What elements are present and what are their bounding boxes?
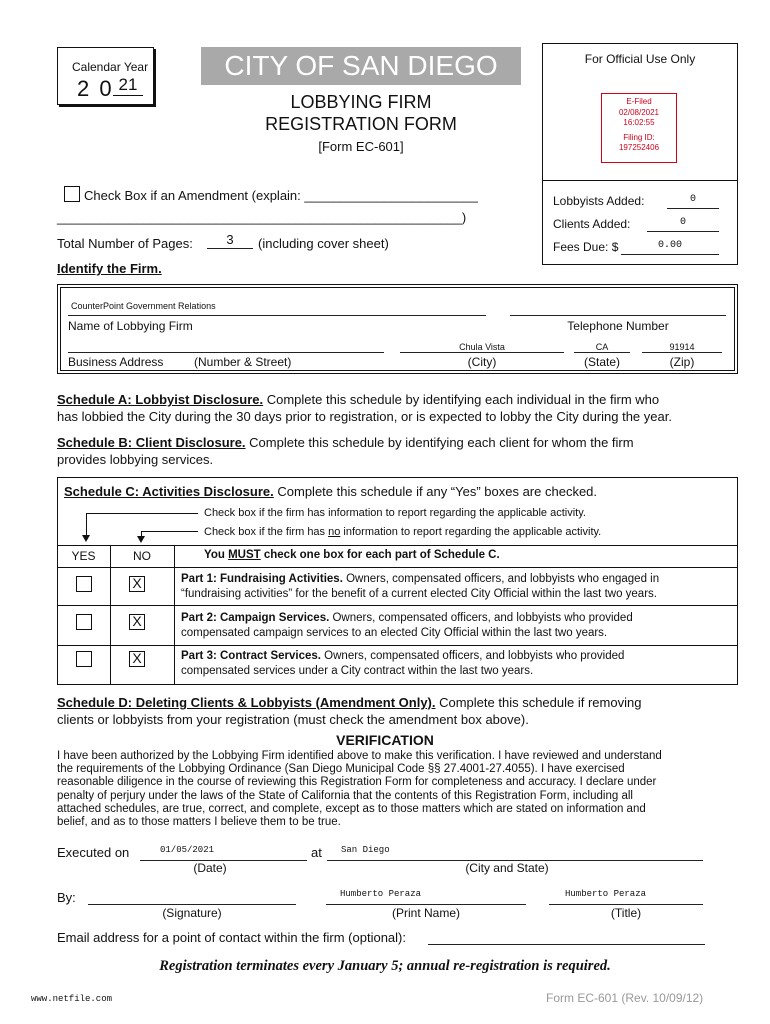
- stamp-line: 02/08/2021: [618, 107, 660, 117]
- fees-due-value: 0.00: [621, 240, 719, 255]
- schedule-b-text-1: Complete this schedule by identifying each client for whom the firm: [245, 435, 634, 450]
- row-divider: [57, 567, 738, 568]
- executed-date-field[interactable]: 01/05/2021: [140, 845, 307, 861]
- total-pages-suffix: (including cover sheet): [258, 236, 389, 251]
- stamp-line: E-Filed: [626, 97, 652, 106]
- identify-firm-box: [57, 284, 738, 374]
- verification-line: I have been authorized by the Lobbying Firm identified above to make this verification. I have reviewed and understand: [57, 750, 662, 762]
- city-value: Chula Vista: [459, 342, 505, 352]
- part-3-line-1: [181, 649, 624, 664]
- form-title-2: REGISTRATION FORM: [265, 114, 457, 134]
- col-divider-yes-no: [110, 545, 111, 685]
- lobbyists-added-label: Lobbyists Added:: [553, 194, 645, 208]
- year-suffix: 21: [113, 75, 143, 96]
- identify-firm-heading: Identify the Firm.: [57, 261, 162, 276]
- part-2-no-checkbox[interactable]: X: [129, 614, 145, 630]
- efiled-stamp: [601, 93, 677, 163]
- part-3-title: Part 3: Contract Services.: [181, 650, 321, 662]
- executed-on-label: Executed on: [57, 845, 130, 860]
- print-name-field[interactable]: Humberto Peraza: [326, 888, 526, 905]
- year-prefix: 2 0: [77, 76, 114, 101]
- row-divider: [57, 605, 738, 606]
- schedule-c-header: [64, 484, 597, 501]
- executed-place-field[interactable]: San Diego: [327, 845, 703, 861]
- verification-text: [57, 750, 662, 829]
- form-revision: Form EC-601 (Rev. 10/09/12): [546, 991, 704, 1005]
- verification-line: belief, and as to those matters I believe them to be true.: [57, 816, 341, 829]
- address-field[interactable]: [68, 337, 384, 353]
- telephone-field[interactable]: [510, 300, 726, 316]
- city-state-label: (City and State): [465, 861, 549, 875]
- yes-arrow-line: [86, 513, 198, 514]
- amendment-checkbox[interactable]: [64, 186, 80, 202]
- verification-line: attached schedules, are true, correct, and complete, except as to those matters which are stated on information and: [57, 802, 646, 815]
- part-1-text: [181, 572, 659, 602]
- part-2-desc-2: compensated campaign services to an elected City Official within the last two years.: [181, 627, 608, 639]
- no-note-no: no: [328, 526, 341, 538]
- zip-label: (Zip): [669, 355, 695, 369]
- part-2-yes-checkbox[interactable]: [76, 614, 92, 630]
- part-3-desc-2: compensated services under a City contract within the last two years.: [181, 665, 534, 677]
- state-label: (State): [583, 355, 620, 369]
- schedule-a-title: Schedule A: Lobbyist Disclosure.: [57, 392, 264, 407]
- date-label: (Date): [193, 861, 227, 875]
- lobbyists-added-value: 0: [667, 194, 719, 209]
- form-code: [Form EC-601]: [318, 139, 404, 154]
- part-1-desc-2: “fundraising activities” for the benefit of a current elected City Official within the last two years.: [181, 588, 657, 600]
- no-arrow-line: [141, 531, 198, 532]
- total-pages-value[interactable]: 3: [207, 232, 253, 249]
- address-sublabel: (Number & Street): [194, 355, 292, 369]
- registration-notice: Registration terminates every January 5; annual re-registration is required.: [159, 958, 611, 974]
- part-2-line-1: [181, 611, 633, 626]
- row-divider: [57, 645, 738, 646]
- zip-value: 91914: [669, 342, 695, 352]
- stamp-line: Filing ID:: [623, 132, 655, 142]
- calendar-year-box: [57, 47, 154, 105]
- no-arrow-head: [137, 536, 145, 543]
- verification-line: reasonable diligence in the course of reviewing this Registration Form for completeness and accuracy. I declare under: [57, 776, 657, 789]
- part-2-title: Part 2: Campaign Services.: [181, 612, 330, 624]
- print-name-label: (Print Name): [391, 906, 460, 920]
- state-field[interactable]: [574, 337, 630, 353]
- part-3-text: [181, 649, 624, 679]
- by-label: By:: [57, 890, 76, 905]
- email-label: Email address for a point of contact within the firm (optional):: [57, 930, 406, 945]
- schedule-d-text-2: clients or lobbyists from your registration (must check the amendment box above).: [57, 712, 529, 727]
- part-1-no-checkbox[interactable]: X: [129, 576, 145, 592]
- must-post: check one box for each part of Schedule C.: [260, 549, 500, 561]
- stamp-line: 16:02:55: [623, 118, 655, 127]
- firm-name-label: Name of Lobbying Firm: [68, 319, 193, 333]
- total-pages-label: Total Number of Pages:: [57, 236, 193, 251]
- part-1-title: Part 1: Fundraising Activities.: [181, 573, 343, 585]
- no-note: [204, 526, 601, 538]
- verification-line: the requirements of the Lobbying Ordinance (San Diego Municipal Code §§ 27.4001-27.4055). I have exercised: [57, 763, 625, 776]
- col-divider-no-text: [174, 545, 175, 685]
- amendment-line-2: ________________________________________________________): [57, 210, 467, 225]
- must-word: MUST: [228, 549, 261, 561]
- at-label: at: [311, 845, 322, 860]
- schedule-d-line-1: [57, 695, 641, 712]
- stamp-divider: [543, 180, 737, 181]
- schedule-a-text-2: has lobbied the City during the 30 days prior to registration, or is expected to lobby the City during the year.: [57, 409, 672, 424]
- must-pre: You: [204, 549, 229, 561]
- no-note-post: information to report regarding the applicable activity.: [340, 526, 602, 538]
- netfile-link[interactable]: www.netfile.com: [31, 994, 113, 1004]
- part-3-no-checkbox[interactable]: X: [129, 651, 145, 667]
- part-2-desc-1: Owners, compensated officers, and lobbyists who provided: [329, 612, 633, 624]
- calendar-year-label: Calendar Year: [72, 60, 149, 74]
- official-use-box: [542, 43, 738, 265]
- part-3-yes-checkbox[interactable]: [76, 651, 92, 667]
- schedule-c-grid-top: [57, 545, 738, 546]
- stamp-line: 197252406: [618, 143, 660, 152]
- part-3-desc-1: Owners, compensated officers, and lobbyists who provided: [320, 650, 625, 662]
- city-field[interactable]: [400, 337, 564, 353]
- must-check-note: [204, 549, 500, 561]
- form-title-1: LOBBYING FIRM: [290, 92, 432, 112]
- zip-field[interactable]: [642, 337, 722, 353]
- firm-name-field[interactable]: [68, 300, 486, 316]
- part-1-desc-1: Owners, compensated officers, and lobbyists who engaged in: [342, 573, 660, 585]
- signature-field[interactable]: [88, 888, 296, 905]
- schedule-b-line-1: [57, 435, 634, 452]
- city-label: (City): [467, 355, 497, 369]
- schedule-b-title: Schedule B: Client Disclosure.: [57, 435, 246, 450]
- clients-added-label: Clients Added:: [553, 217, 631, 231]
- verification-heading: VERIFICATION: [336, 732, 434, 748]
- schedule-a-line-1: [57, 392, 747, 409]
- yes-arrow-stem: [86, 513, 87, 536]
- yes-arrow-head: [82, 535, 90, 542]
- state-value: CA: [595, 342, 609, 352]
- amendment-label: Check Box if an Amendment (explain: ________________________: [84, 188, 478, 203]
- telephone-label: Telephone Number: [567, 319, 669, 333]
- title-field[interactable]: Humberto Peraza: [549, 888, 703, 905]
- signature-label: (Signature): [162, 906, 222, 920]
- schedule-c-text: Complete this schedule if any “Yes” boxes are checked.: [273, 484, 598, 499]
- yes-note: Check box if the firm has information to report regarding the applicable activity.: [204, 507, 586, 519]
- clients-added-value: 0: [647, 217, 719, 232]
- schedule-a-text-1: Complete this schedule by identifying each individual in the firm who: [263, 392, 660, 407]
- schedule-d-title: Schedule D: Deleting Clients & Lobbyists (Amendment Only).: [57, 695, 436, 710]
- part-1-line-1: [181, 572, 659, 587]
- part-2-text: [181, 611, 633, 641]
- col-yes-header: YES: [71, 549, 96, 563]
- email-field[interactable]: [428, 929, 705, 945]
- title-label: (Title): [610, 906, 642, 920]
- col-no-header: NO: [133, 549, 151, 563]
- part-1-yes-checkbox[interactable]: [76, 576, 92, 592]
- address-label: Business Address: [68, 355, 164, 369]
- schedule-c-title: Schedule C: Activities Disclosure.: [64, 484, 274, 499]
- schedule-b-text-2: provides lobbying services.: [57, 452, 214, 467]
- fees-due-label: Fees Due: $: [553, 240, 619, 254]
- city-title: CITY OF SAN DIEGO: [201, 47, 521, 85]
- verification-line: penalty of perjury under the laws of the State of California that the contents of this Registration Form, including all: [57, 789, 633, 802]
- firm-name-value: CounterPoint Government Relations: [71, 301, 216, 311]
- official-use-label: For Official Use Only: [584, 52, 696, 66]
- no-note-pre: Check box if the firm has: [204, 526, 329, 538]
- schedule-d-text-1: Complete this schedule if removing: [435, 695, 642, 710]
